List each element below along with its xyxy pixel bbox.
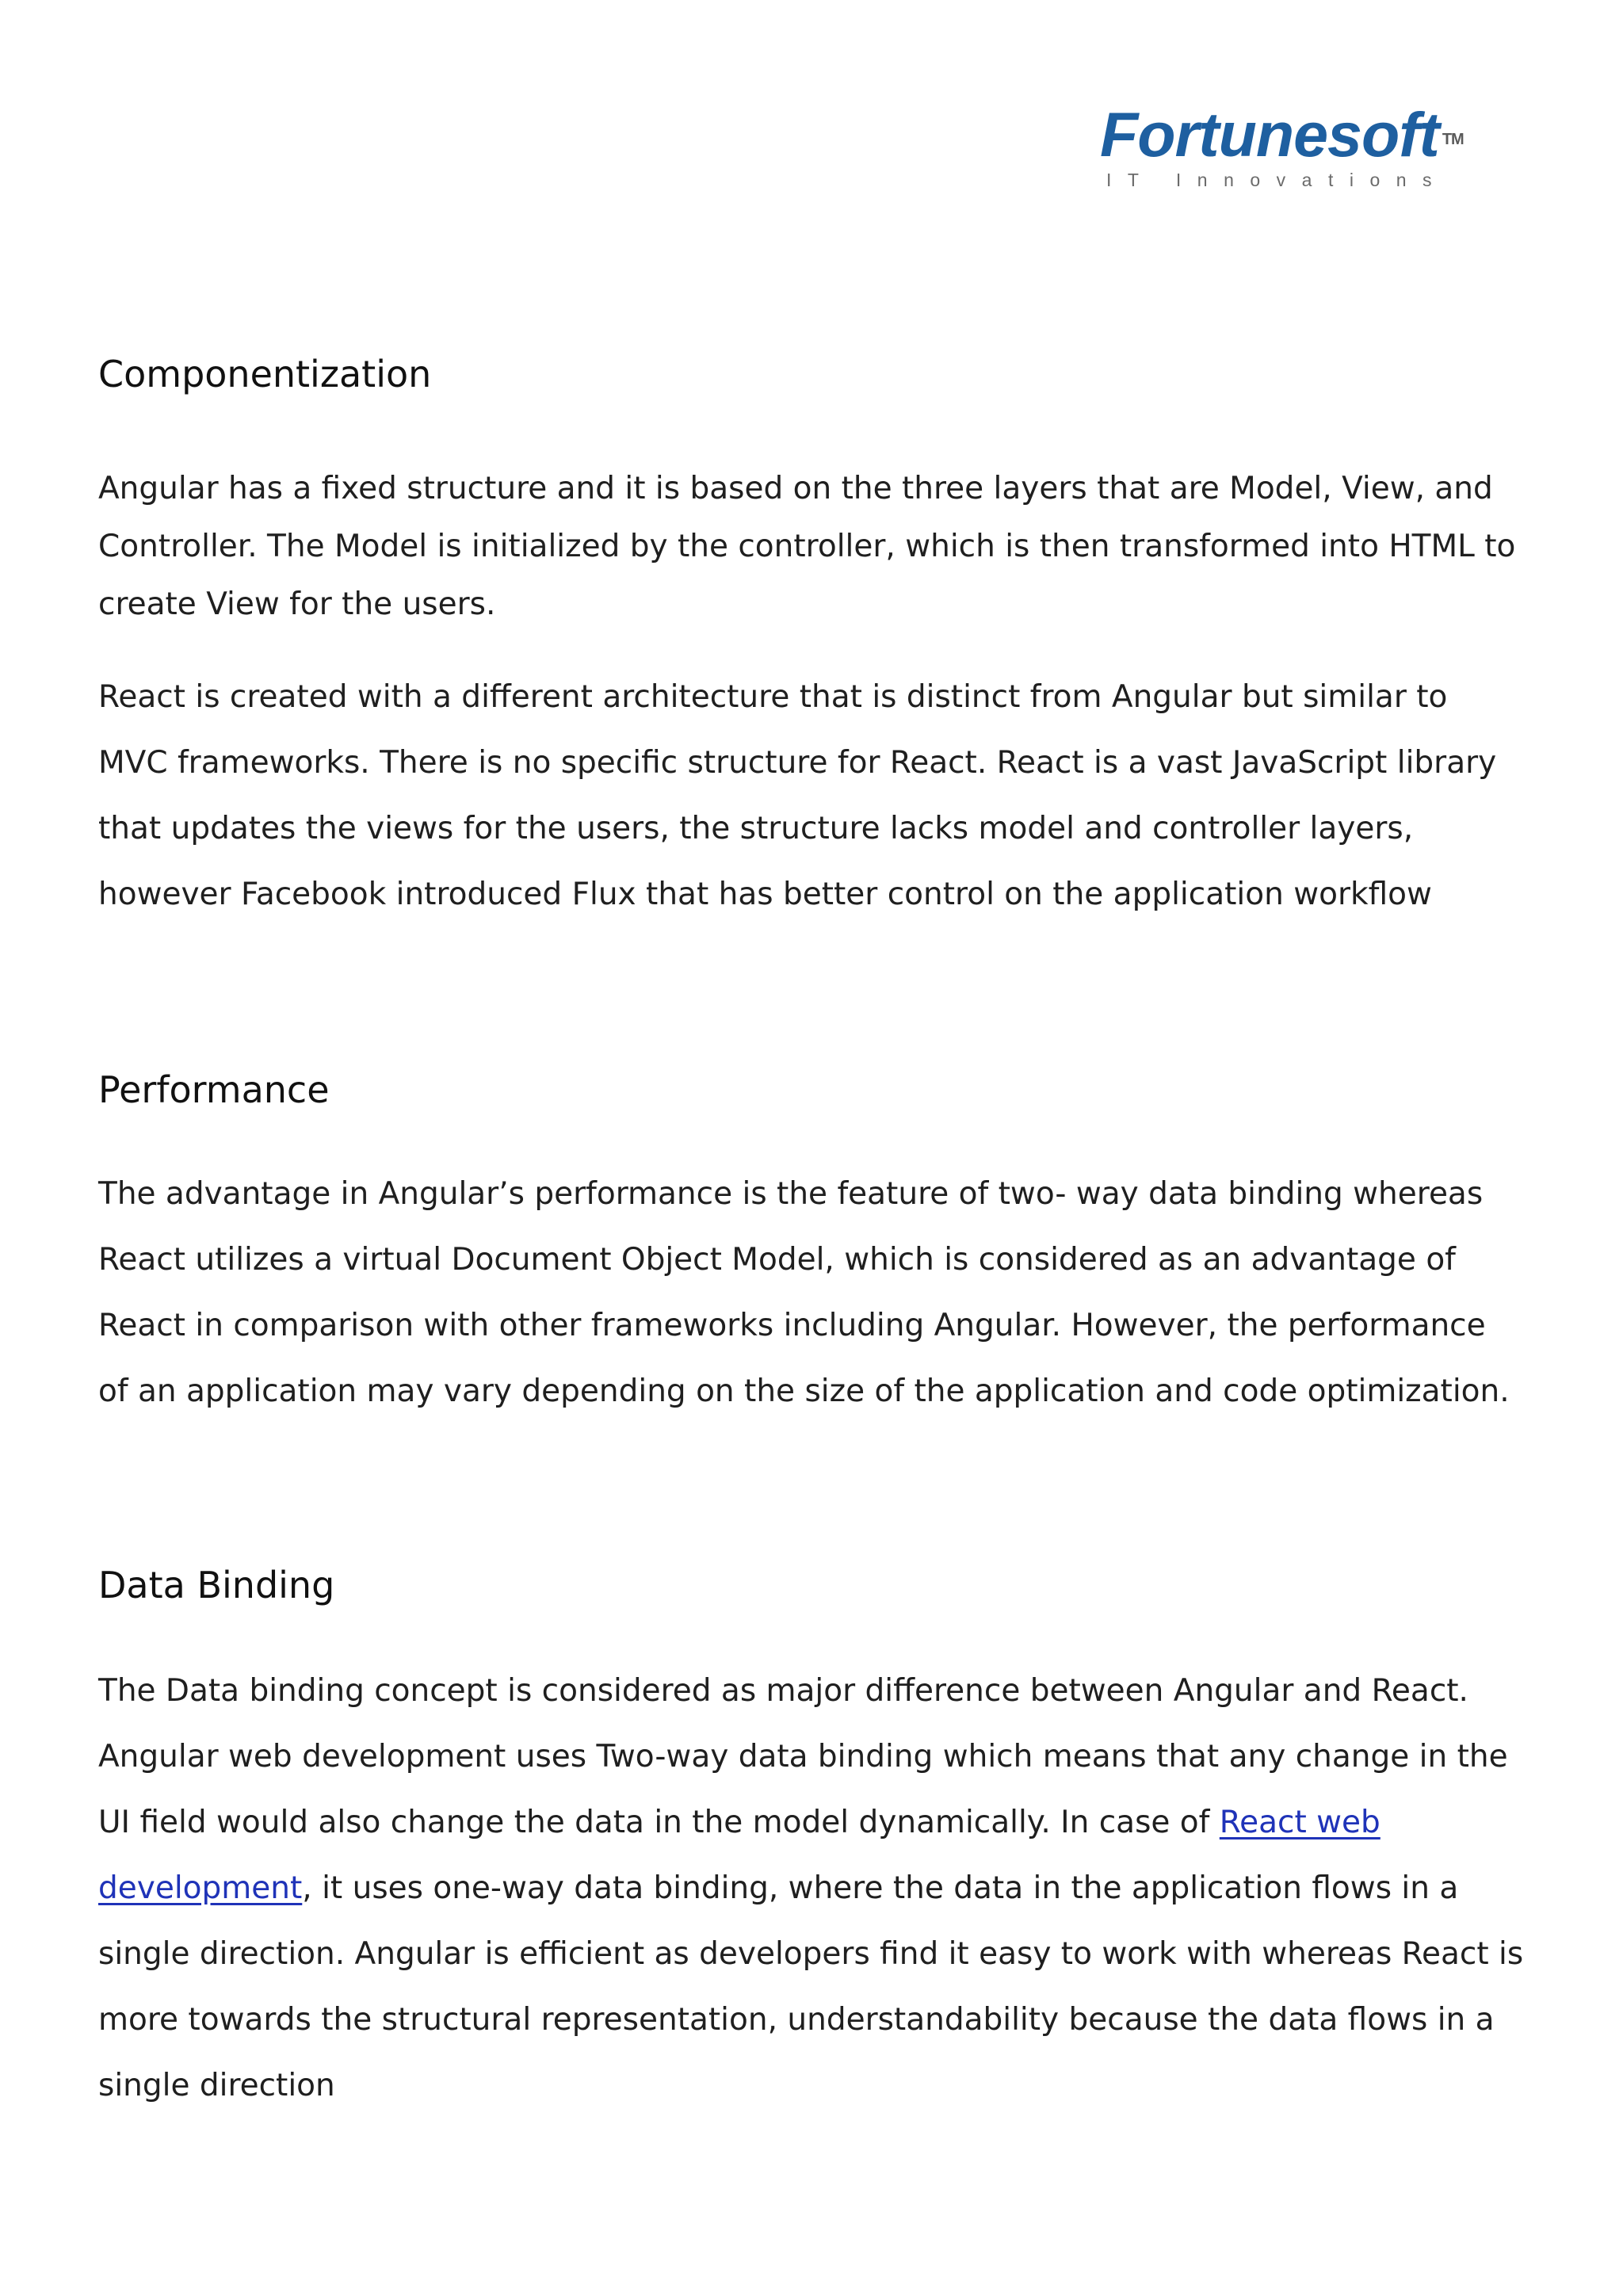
paragraph-angular-structure: Angular has a fixed structure and it is based on the three layers that are Model, View, and Controller. The Model is initialized by the controller, which is then transformed into HTML to create View for the users. — [98, 471, 1516, 622]
logo-wordmark — [1100, 99, 1488, 170]
paragraph-react-architecture: React is created with a different architecture that is distinct from Angular but similar to MVC frameworks. There is no specific structure for React. React is a vast JavaScript library that updates the views for the users, the structure lacks model and controller layers, however Facebook introduced Flux that has better control on the application workflow — [98, 679, 1497, 912]
heading-componentization: Componentization — [98, 353, 432, 395]
heading-data-binding: Data Binding — [98, 1564, 335, 1606]
paragraph-data-binding — [98, 1658, 1525, 2118]
react-web-development-link[interactable]: React web development — [98, 1805, 1381, 1906]
fortunesoft-logo — [1100, 99, 1488, 190]
paragraph-data-binding-part1: The Data binding concept is considered as major difference between Angular and React. Angular web development uses Two-way data binding which means that any change in the UI field would also change the data in the model dynamically. In case of — [98, 1673, 1508, 1840]
heading-performance: Performance — [98, 1068, 330, 1111]
paragraph-data-binding-part2: , it uses one-way data binding, where the data in the application flows in a single direction. Angular is efficient as developers find it easy to work with whereas React is more towards the structural representation, understandability because the data flows in a single direction — [98, 1870, 1524, 2103]
logo-wordmark-text: Fortunesoft — [1100, 99, 1439, 170]
paragraph-performance: The advantage in Angular’s performance is the feature of two- way data binding whereas React utilizes a virtual Document Object Model, which is considered as an advantage of React in comparison with other frameworks including Angular. However, the performance of an application may vary depending on the size of the application and code optimization. — [98, 1176, 1510, 1409]
logo-trademark: TM — [1442, 131, 1464, 148]
logo-tagline: IT Innovations — [1106, 170, 1449, 190]
